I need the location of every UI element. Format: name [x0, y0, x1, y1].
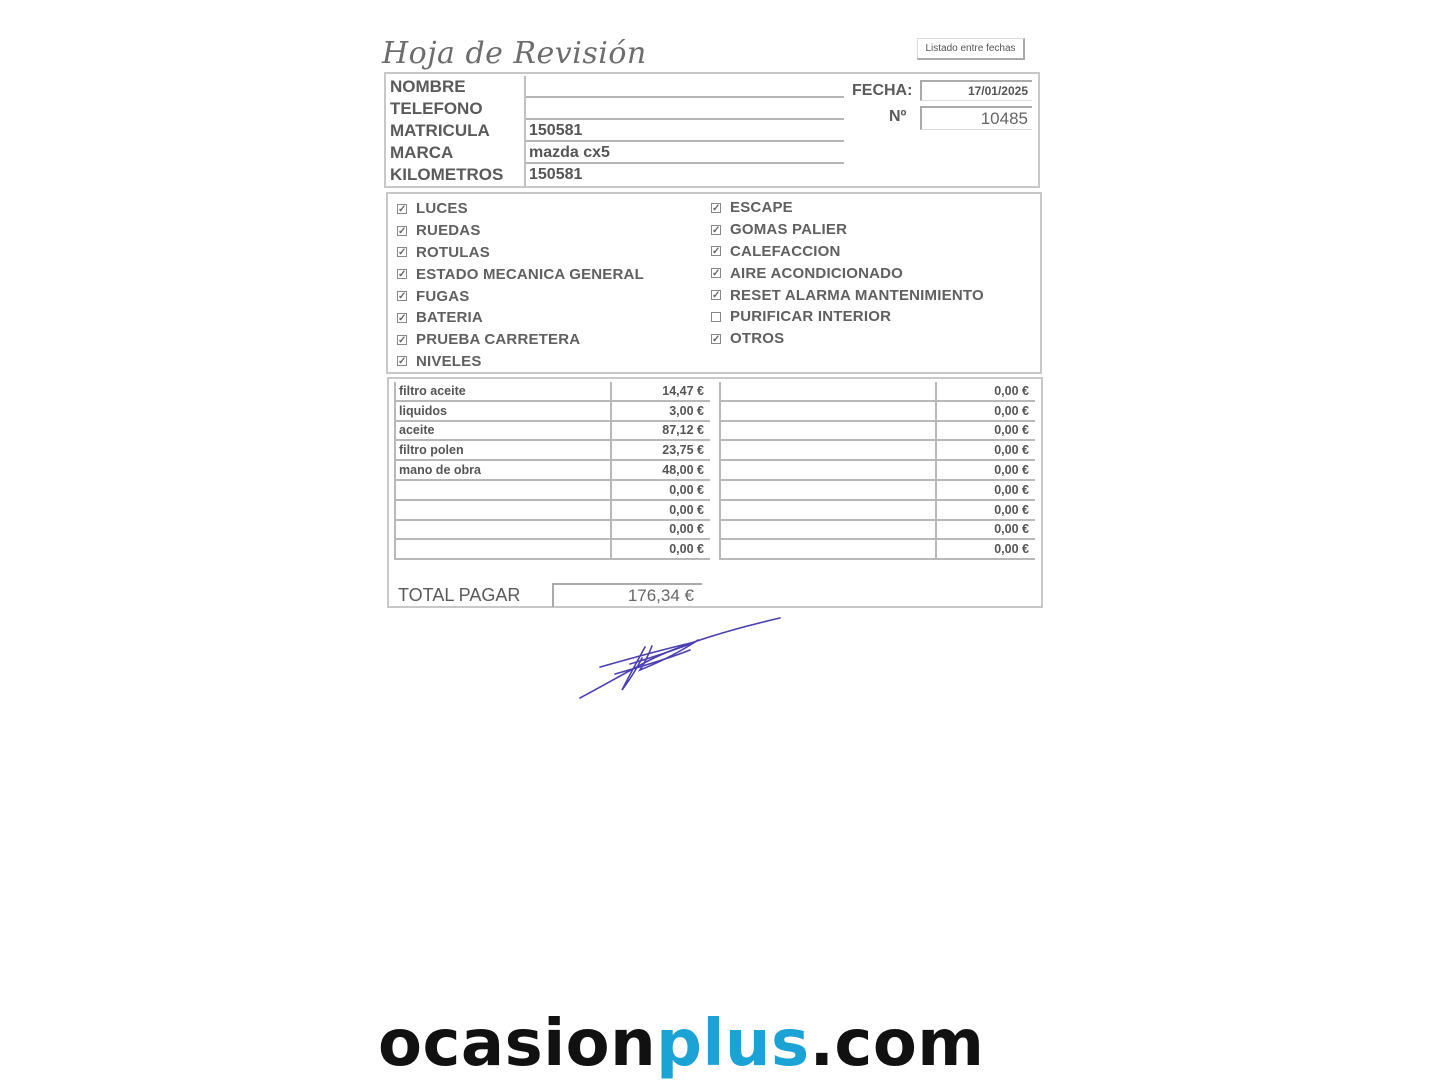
- checkbox-icon[interactable]: ✓: [398, 356, 407, 368]
- checklist-item[interactable]: [711, 197, 1031, 219]
- checkbox-icon[interactable]: ✓: [398, 312, 407, 324]
- checklist-label: ESTADO MECANICA GENERAL: [416, 265, 644, 283]
- checklist-item[interactable]: [711, 262, 1031, 284]
- checklist-item[interactable]: [397, 329, 717, 351]
- checklist-label: BATERIA: [416, 309, 483, 327]
- plate-label: MATRICULA: [390, 121, 490, 140]
- checklist-label: CALEFACCION: [730, 242, 841, 260]
- phone-label: TELEFONO: [390, 99, 483, 118]
- page-title: Hoja de Revisión: [382, 36, 647, 71]
- checklist-item[interactable]: [397, 220, 717, 242]
- checkbox-icon[interactable]: ✓: [712, 202, 721, 214]
- checklist-item[interactable]: [397, 198, 717, 220]
- name-field[interactable]: [526, 76, 844, 98]
- cost-amount-field[interactable]: 0,00 €: [610, 501, 710, 521]
- cost-desc-field[interactable]: [719, 402, 935, 422]
- cost-amount-field[interactable]: 0,00 €: [935, 461, 1035, 481]
- logo-text-ocasion: ocasion: [378, 1007, 657, 1081]
- checkbox-empty-icon[interactable]: [711, 312, 721, 322]
- checklist-right: [711, 197, 1031, 350]
- cost-desc-field[interactable]: [719, 481, 935, 501]
- checkbox-icon[interactable]: ✓: [398, 247, 407, 259]
- cost-amount-field[interactable]: 0,00 €: [935, 521, 1035, 541]
- total-field: 176,34 €: [552, 583, 702, 607]
- cost-amount-field[interactable]: 48,00 €: [610, 461, 710, 481]
- checklist-label: AIRE ACONDICIONADO: [730, 264, 904, 282]
- cost-amount-field[interactable]: 0,00 €: [610, 540, 710, 560]
- brand-field[interactable]: mazda cx5: [526, 142, 844, 164]
- cost-desc-field[interactable]: [719, 422, 935, 442]
- number-label: Nº: [889, 108, 907, 125]
- number-field[interactable]: 10485: [920, 106, 1032, 130]
- table-row: [394, 441, 710, 461]
- cost-amount-field[interactable]: 0,00 €: [935, 501, 1035, 521]
- checkbox-icon[interactable]: ✓: [712, 246, 721, 258]
- table-row: [719, 441, 1035, 461]
- phone-field[interactable]: [526, 98, 844, 120]
- table-row: [394, 422, 710, 442]
- checklist-left: [397, 198, 717, 372]
- table-row: [394, 501, 710, 521]
- checklist-item[interactable]: [397, 307, 717, 329]
- km-label: KILOMETROS: [390, 165, 504, 184]
- checklist-label: LUCES: [416, 200, 468, 218]
- cost-amount-field[interactable]: 0,00 €: [935, 402, 1035, 422]
- cost-amount-field[interactable]: 0,00 €: [935, 481, 1035, 501]
- cost-amount-field[interactable]: 23,75 €: [610, 441, 710, 461]
- name-label: NOMBRE: [390, 77, 466, 96]
- checkbox-icon[interactable]: ✓: [712, 224, 721, 236]
- signature-image: [570, 612, 790, 707]
- checkbox-icon[interactable]: ✓: [712, 290, 721, 302]
- costs-table-left: [394, 382, 710, 560]
- checklist-item[interactable]: [397, 351, 717, 373]
- table-row: [719, 402, 1035, 422]
- date-range-list-button[interactable]: Listado entre fechas: [917, 38, 1025, 60]
- cost-amount-field[interactable]: 14,47 €: [610, 382, 710, 402]
- checklist-label: PRUEBA CARRETERA: [416, 331, 581, 349]
- checklist-item[interactable]: [711, 306, 1031, 328]
- cost-desc-field[interactable]: filtro polen: [394, 441, 610, 461]
- checklist-label: FUGAS: [416, 287, 470, 305]
- checklist-item[interactable]: [397, 242, 717, 264]
- checkbox-icon[interactable]: ✓: [398, 269, 407, 281]
- checklist-label: NIVELES: [416, 352, 482, 370]
- table-row: [394, 540, 710, 560]
- checklist-label: RESET ALARMA MANTENIMIENTO: [730, 286, 984, 304]
- logo-text-plus: plus: [656, 1007, 810, 1081]
- table-row: [394, 481, 710, 501]
- table-row: [719, 461, 1035, 481]
- table-row: [394, 402, 710, 422]
- table-row: [719, 540, 1035, 560]
- cost-desc-field[interactable]: [719, 461, 935, 481]
- cost-amount-field[interactable]: 0,00 €: [935, 540, 1035, 560]
- checklist-label: RUEDAS: [416, 222, 481, 240]
- header-fields: [524, 76, 844, 186]
- cost-desc-field[interactable]: mano de obra: [394, 461, 610, 481]
- plate-field[interactable]: 150581: [526, 120, 844, 142]
- checklist-item[interactable]: [397, 285, 717, 307]
- table-row: [719, 422, 1035, 442]
- table-row: [394, 461, 710, 481]
- checklist-item[interactable]: [711, 328, 1031, 350]
- checklist-label: OTROS: [730, 330, 785, 348]
- cost-desc-field[interactable]: filtro aceite: [394, 382, 610, 402]
- logo-text-domain: .com: [809, 1007, 985, 1081]
- cost-amount-field[interactable]: 0,00 €: [610, 481, 710, 501]
- date-label: FECHA:: [852, 82, 913, 99]
- checklist-item[interactable]: [711, 219, 1031, 241]
- checkbox-icon[interactable]: ✓: [398, 291, 407, 303]
- brand-label: MARCA: [390, 143, 454, 162]
- cost-amount-field[interactable]: 3,00 €: [610, 402, 710, 422]
- ocasionplus-logo: [378, 1004, 984, 1084]
- checkbox-icon[interactable]: ✓: [712, 333, 721, 345]
- cost-desc-field[interactable]: [394, 540, 610, 560]
- cost-desc-field[interactable]: [719, 382, 935, 402]
- km-field[interactable]: 150581: [529, 166, 583, 183]
- checklist-label: ESCAPE: [730, 199, 793, 217]
- cost-amount-field[interactable]: 87,12 €: [610, 422, 710, 442]
- checklist-label: ROTULAS: [416, 243, 490, 261]
- cost-desc-field[interactable]: [719, 521, 935, 541]
- header-labels: [390, 76, 522, 186]
- checkbox-icon[interactable]: ✓: [398, 203, 407, 215]
- cost-desc-field[interactable]: [719, 501, 935, 521]
- cost-desc-field[interactable]: [719, 540, 935, 560]
- table-row: [719, 481, 1035, 501]
- checklist-item[interactable]: [711, 284, 1031, 306]
- cost-amount-field[interactable]: 0,00 €: [610, 521, 710, 541]
- cost-desc-field[interactable]: [394, 481, 610, 501]
- cost-amount-field[interactable]: 0,00 €: [935, 441, 1035, 461]
- checklist-item[interactable]: [711, 241, 1031, 263]
- checkbox-icon[interactable]: ✓: [712, 268, 721, 280]
- cost-amount-field[interactable]: 0,00 €: [935, 382, 1035, 402]
- cost-desc-field[interactable]: [394, 501, 610, 521]
- cost-desc-field[interactable]: liquidos: [394, 402, 610, 422]
- total-label: TOTAL PAGAR: [398, 585, 521, 605]
- table-row: [394, 382, 710, 402]
- date-field[interactable]: 17/01/2025: [920, 80, 1032, 101]
- table-row: [719, 501, 1035, 521]
- checklist-label: GOMAS PALIER: [730, 221, 848, 239]
- cost-desc-field[interactable]: [394, 521, 610, 541]
- cost-amount-field[interactable]: 0,00 €: [935, 422, 1035, 442]
- cost-desc-field[interactable]: aceite: [394, 422, 610, 442]
- table-row: [394, 521, 710, 541]
- cost-desc-field[interactable]: [719, 441, 935, 461]
- table-row: [719, 521, 1035, 541]
- checklist-label: PURIFICAR INTERIOR: [730, 308, 892, 326]
- checklist-item[interactable]: [397, 263, 717, 285]
- checkbox-icon[interactable]: ✓: [398, 334, 407, 346]
- table-row: [719, 382, 1035, 402]
- checkbox-icon[interactable]: ✓: [398, 225, 407, 237]
- costs-table-right: [719, 382, 1035, 560]
